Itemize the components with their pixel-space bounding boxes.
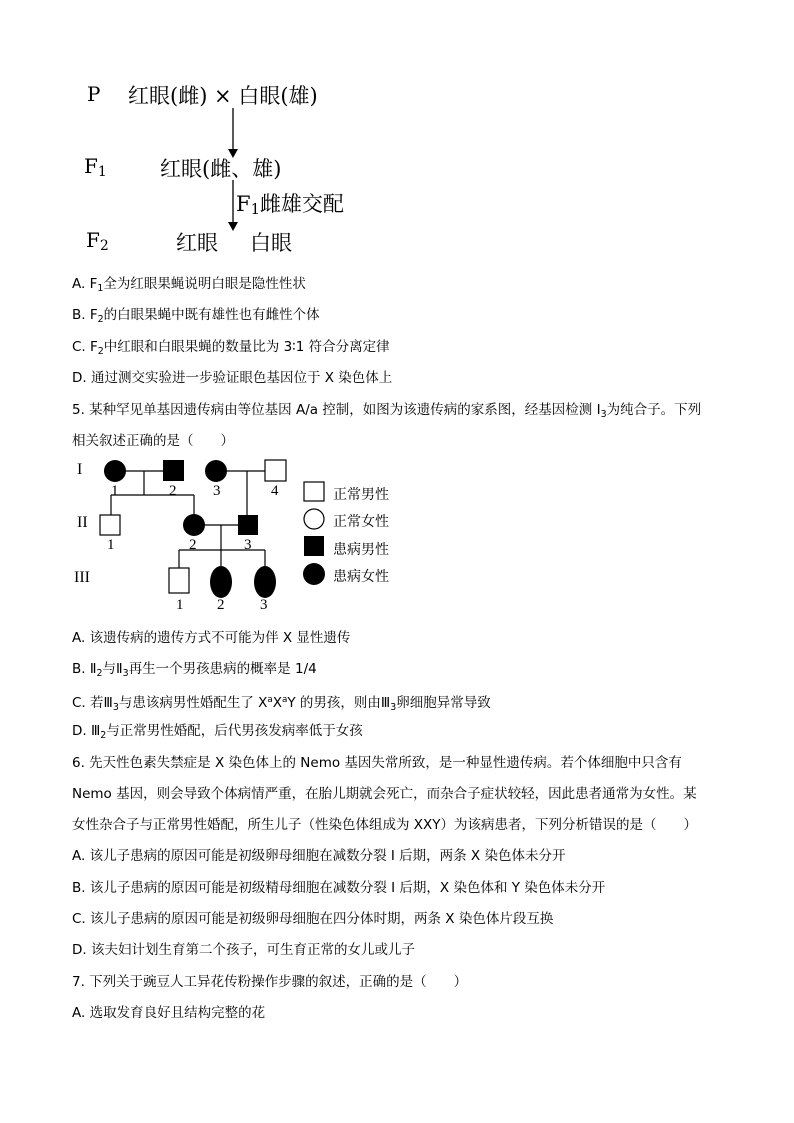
pedigree-lines xyxy=(90,455,290,605)
f1-generation-label: $F_1$ xyxy=(84,154,107,180)
generation-label-i: I xyxy=(77,461,83,478)
q6-stem-line2: Nemo 基因，则会导致个体病情严重，在胎儿期就会死亡，而杂合子症状较轻，因此患者通常为女性。某 xyxy=(72,786,697,802)
label-ii3: 3 xyxy=(244,537,252,553)
f1-result-text: 红眼(雌、雄) xyxy=(160,157,282,181)
individual-i4 xyxy=(265,460,286,481)
q6-option-c: C. 该儿子患病的原因可能是初级卵母细胞在四分体时期，两条 X 染色体片段互换 xyxy=(72,911,554,927)
legend-affected-male-icon xyxy=(304,536,324,556)
p-generation-label: P xyxy=(87,82,101,106)
individual-iii2 xyxy=(210,566,232,598)
individual-iii3 xyxy=(254,566,276,598)
label-i2: 2 xyxy=(169,483,177,499)
q5-stem-line2: 相关叙述正确的是（ ） xyxy=(72,433,234,449)
legend-normal-male: 正常男性 xyxy=(333,487,389,503)
legend-affected-male: 患病男性 xyxy=(333,542,389,558)
q6-option-a: A. 该儿子患病的原因可能是初级卵母细胞在减数分裂 I 后期，两条 X 染色体未分开 xyxy=(72,848,566,864)
individual-ii3 xyxy=(238,515,258,535)
individual-ii2 xyxy=(183,514,205,536)
q5-stem-line1: 5. 某种罕见单基因遗传病由等位基因 A/a 控制，如图为该遗传病的家系图，经基因检测 $I_3$为纯合子。下列 xyxy=(72,402,702,420)
q6-stem-line3: 女性杂合子与正常男性婚配，所生儿子（性染色体组成为 XXY）为该病患者，下列分析错误的是（ ） xyxy=(72,817,698,833)
legend-normal-female-icon xyxy=(304,509,324,529)
q6-option-d: D. 该夫妇计划生育第二个孩子，可生育正常的女儿或儿子 xyxy=(72,942,415,958)
pedigree-legend-symbols xyxy=(300,480,330,590)
q4-option-a: A. $F_1$全为红眼果蝇说明白眼是隐性性状 xyxy=(72,276,306,294)
p-cross-text: 红眼(雌) × 白眼(雄) xyxy=(128,84,318,108)
legend-normal-male-icon xyxy=(304,482,324,501)
q7-option-a: A. 选取发育良好且结构完整的花 xyxy=(72,1005,266,1021)
q7-stem: 7. 下列关于豌豆人工异花传粉操作步骤的叙述，正确的是（ ） xyxy=(72,974,468,990)
q5-option-d: D. $Ⅲ_2$与正常男性婚配，后代男孩发病率低于女孩 xyxy=(72,723,363,741)
legend-normal-female: 正常女性 xyxy=(333,514,389,530)
generation-label-iii: III xyxy=(74,569,90,586)
individual-ii1 xyxy=(100,515,120,535)
individual-i3 xyxy=(205,460,227,482)
label-i3: 3 xyxy=(213,483,221,499)
q4-option-b: B. $F_2$的白眼果蝇中既有雄性也有雌性个体 xyxy=(72,307,320,325)
label-ii1: 1 xyxy=(107,537,115,553)
f1-mating-text: $F_1$雌雄交配 xyxy=(236,192,344,218)
label-i4: 4 xyxy=(271,483,279,499)
label-iii3: 3 xyxy=(260,597,268,613)
generation-label-ii: II xyxy=(77,514,88,531)
q6-stem-line1: 6. 先天性色素失禁症是 X 染色体上的 Nemo 基因失常所致，是一种显性遗传病。若个体细胞中只含有 xyxy=(72,755,682,771)
q4-option-c: C. $F_2$中红眼和白眼果蝇的数量比为 3∶1 符合分离定律 xyxy=(72,339,390,357)
individual-i1 xyxy=(104,460,126,482)
f2-red-eye: 红眼 xyxy=(176,231,218,255)
legend-affected-female: 患病女性 xyxy=(333,569,389,585)
q5-option-c: C. 若$Ⅲ_3$与患该病男性婚配生了 $X^aX^aY$ 的男孩，则由$Ⅲ_3$卵细胞异常导致 xyxy=(72,695,491,713)
q5-option-a: A. 该遗传病的遗传方式不可能为伴 X 显性遗传 xyxy=(72,630,351,646)
individual-iii1 xyxy=(169,568,189,593)
q6-option-b: B. 该儿子患病的原因可能是初级精母细胞在减数分裂 I 后期，X 染色体和 Y 染色体未分开 xyxy=(72,880,606,896)
f2-white-eye: 白眼 xyxy=(250,231,292,255)
label-iii2: 2 xyxy=(217,597,225,613)
individual-i2 xyxy=(163,460,184,481)
label-i1: 1 xyxy=(111,483,119,499)
label-ii2: 2 xyxy=(189,537,197,553)
f2-generation-label: $F_2$ xyxy=(86,228,109,254)
q5-option-b: B. $Ⅱ_2$与$Ⅱ_3$再生一个男孩患病的概率是 1/4 xyxy=(72,661,317,679)
label-iii1: 1 xyxy=(176,597,184,613)
q4-option-d: D. 通过测交实验进一步验证眼色基因位于 X 染色体上 xyxy=(72,370,393,386)
legend-affected-female-icon xyxy=(303,563,325,585)
